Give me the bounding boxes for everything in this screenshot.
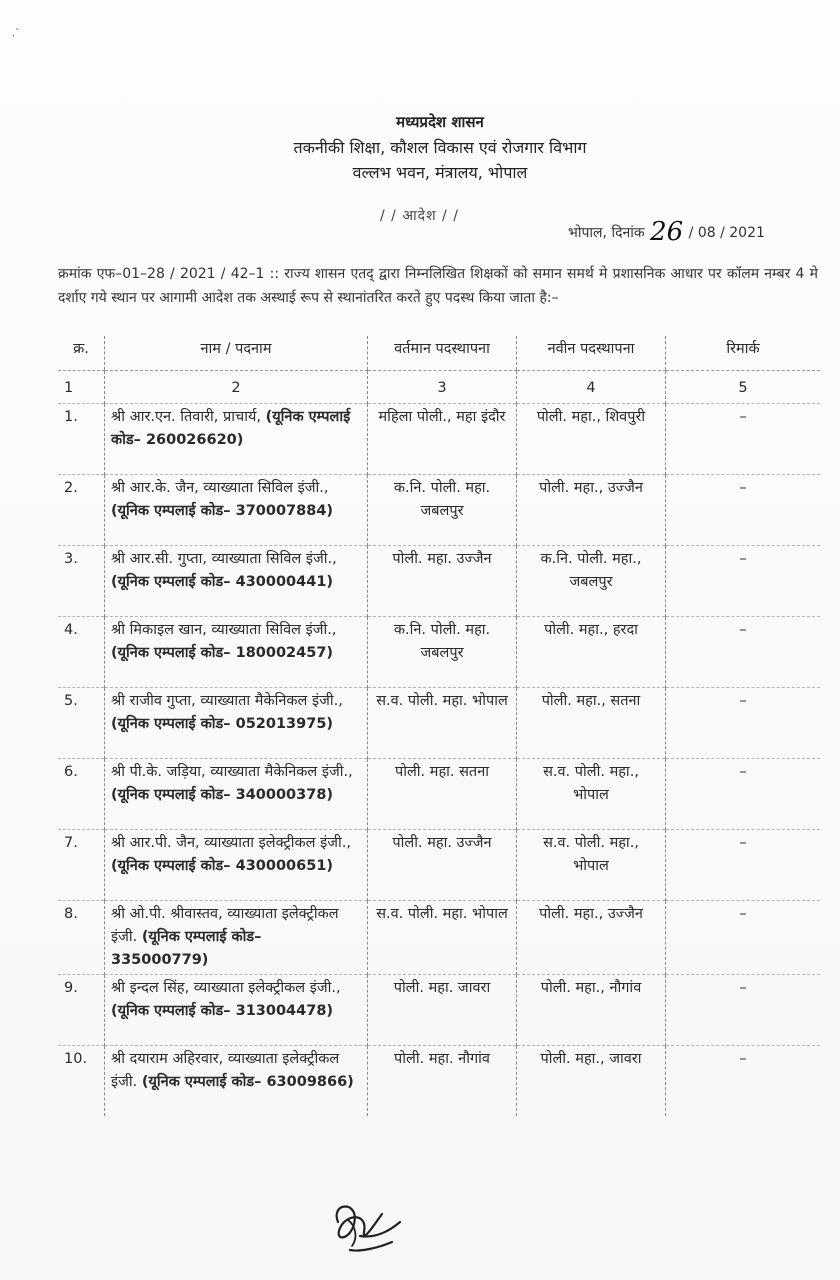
row-current-posting: पोली. महा. उज्जैन — [368, 830, 517, 901]
row-name-text: श्री इन्दल सिंह, व्याख्याता इलेक्ट्रीकल इंजी., — [111, 980, 341, 996]
row-name-text: श्री दयाराम अहिरवार, व्याख्याता इलेक्ट्रीकल इंजी. — [111, 1051, 340, 1090]
row-new-posting: पोली. महा., शिवपुरी — [517, 404, 666, 475]
col-number: 1 — [64, 380, 74, 396]
row-new-posting: स.व. पोली. महा., भोपाल — [517, 830, 666, 901]
row-employee-code: (यूनिक एम्पलाई कोड– 180002457) — [111, 645, 334, 661]
row-remark: – — [666, 1046, 821, 1117]
table-row — [58, 759, 820, 830]
row-remark: – — [666, 975, 821, 1046]
row-name — [105, 475, 368, 546]
header-remark: रिमार्क — [666, 336, 821, 371]
table-row — [58, 830, 820, 901]
row-new-posting: पोली. महा., उज्जैन — [517, 901, 666, 975]
row-employee-code: (यूनिक एम्पलाई कोड– 370007884) — [111, 503, 334, 519]
row-name — [105, 688, 368, 759]
header-current-posting: वर्तमान पदस्थापना — [368, 336, 517, 371]
row-name-text: श्री आर.के. जैन, व्याख्याता सिविल इंजी., — [111, 480, 329, 496]
row-employee-code: (यूनिक एम्पलाई कोड– 63009866) — [141, 1074, 354, 1090]
row-serial: 8. — [58, 901, 105, 975]
department-address: वल्लभ भवन, मंत्रालय, भोपाल — [352, 163, 528, 182]
row-name-text: श्री मिकाइल खान, व्याख्याता सिविल इंजी., — [111, 622, 337, 638]
row-name — [105, 1046, 368, 1117]
transfer-table — [58, 336, 820, 1116]
place-date — [568, 214, 765, 247]
department-name: तकनीकी शिक्षा, कौशल विकास एवं रोजगार विभाग — [293, 138, 587, 157]
row-name — [105, 975, 368, 1046]
row-current-posting: स.व. पोली. महा. भोपाल — [368, 901, 517, 975]
row-new-posting: क.नि. पोली. महा., जबलपुर — [517, 546, 666, 617]
row-name — [105, 759, 368, 830]
row-employee-code: (यूनिक एम्पलाई कोड– 335000779) — [111, 929, 262, 968]
row-name-text: श्री पी.के. जड़िया, व्याख्याता मैकेनिकल इंजी., — [111, 764, 353, 780]
row-serial: 5. — [58, 688, 105, 759]
row-serial: 1. — [58, 404, 105, 475]
table-row — [58, 617, 820, 688]
row-remark: – — [666, 546, 821, 617]
header-serial: क्र. — [58, 336, 105, 371]
row-new-posting: पोली. महा., सतना — [517, 688, 666, 759]
row-employee-code: (यूनिक एम्पलाई कोड– 260026620) — [111, 409, 351, 448]
row-employee-code: (यूनिक एम्पलाई कोड– 052013975) — [111, 716, 334, 732]
row-remark: – — [666, 404, 821, 475]
row-current-posting: क.नि. पोली. महा. जबलपुर — [368, 475, 517, 546]
date-day-handwritten: 26 — [650, 217, 684, 247]
table-row — [58, 688, 820, 759]
row-new-posting: पोली. महा., जावरा — [517, 1046, 666, 1117]
table-row — [58, 546, 820, 617]
column-number-row — [58, 371, 820, 404]
table-row — [58, 901, 820, 975]
row-new-posting: पोली. महा., नौगांव — [517, 975, 666, 1046]
row-remark: – — [666, 617, 821, 688]
table-row — [58, 1046, 820, 1117]
row-current-posting: पोली. महा. नौगांव — [368, 1046, 517, 1117]
row-name — [105, 404, 368, 475]
table-row — [58, 404, 820, 475]
header-new-posting: नवीन पदस्थापना — [517, 336, 666, 371]
row-name — [105, 546, 368, 617]
row-remark: – — [666, 688, 821, 759]
row-new-posting: स.व. पोली. महा., भोपाल — [517, 759, 666, 830]
signature — [320, 1192, 410, 1262]
row-name-text: श्री राजीव गुप्ता, व्याख्याता मैकेनिकल इंजी., — [111, 693, 343, 709]
row-serial: 7. — [58, 830, 105, 901]
row-employee-code: (यूनिक एम्पलाई कोड– 340000378) — [111, 787, 334, 803]
government-name: मध्यप्रदेश शासन — [396, 113, 484, 131]
row-remark: – — [666, 759, 821, 830]
row-name-text: श्री ओ.पी. श्रीवास्तव, व्याख्याता इलेक्ट्रीकल इंजी. — [111, 906, 339, 945]
row-current-posting: पोली. महा. जावरा — [368, 975, 517, 1046]
row-name-text: श्री आर.पी. जैन, व्याख्याता इलेक्ट्रीकल इंजी., — [111, 835, 351, 851]
col-number: 2 — [105, 371, 368, 404]
row-remark: – — [666, 475, 821, 546]
row-name — [105, 830, 368, 901]
col-number: 4 — [517, 371, 666, 404]
row-remark: – — [666, 830, 821, 901]
row-name-text: श्री आर.सी. गुप्ता, व्याख्याता सिविल इंजी., — [111, 551, 337, 567]
row-current-posting: पोली. महा. उज्जैन — [368, 546, 517, 617]
row-serial: 10. — [58, 1046, 105, 1117]
row-name — [105, 901, 368, 975]
row-current-posting: महिला पोली., महा इंदौर — [368, 404, 517, 475]
col-number: 5 — [666, 371, 821, 404]
table-header-row — [58, 336, 820, 371]
place-date-prefix: भोपाल, दिनांक — [568, 225, 645, 241]
row-serial: 4. — [58, 617, 105, 688]
table-row — [58, 975, 820, 1046]
row-remark: – — [666, 901, 821, 975]
row-serial: 6. — [58, 759, 105, 830]
row-new-posting: पोली. महा., उज्जैन — [517, 475, 666, 546]
col-number: 3 — [368, 371, 517, 404]
row-employee-code: (यूनिक एम्पलाई कोड– 430000651) — [111, 858, 334, 874]
row-new-posting: पोली. महा., हरदा — [517, 617, 666, 688]
row-current-posting: क.नि. पोली. महा. जबलपुर — [368, 617, 517, 688]
row-serial: 9. — [58, 975, 105, 1046]
row-serial: 2. — [58, 475, 105, 546]
header-name: नाम / पदनाम — [105, 336, 368, 371]
row-current-posting: स.व. पोली. महा. भोपाल — [368, 688, 517, 759]
row-name-text: श्री आर.एन. तिवारी, प्राचार्य, — [111, 409, 262, 425]
table-row — [58, 475, 820, 546]
date-month-year: / 08 / 2021 — [688, 225, 765, 241]
letterhead — [230, 110, 650, 185]
order-heading: / / आदेश / / — [380, 208, 459, 224]
row-current-posting: पोली. महा. सतना — [368, 759, 517, 830]
row-employee-code: (यूनिक एम्पलाई कोड– 430000441) — [111, 574, 334, 590]
row-employee-code: (यूनिक एम्पलाई कोड– 313004478) — [111, 1003, 334, 1019]
row-name — [105, 617, 368, 688]
row-serial: 3. — [58, 546, 105, 617]
scan-mark: .` — [12, 28, 21, 39]
order-intro-paragraph: क्रमांक एफ–01–28 / 2021 / 42–1 :: राज्य शासन एतद् द्वारा निम्नलिखित शिक्षकों को समान समर्थ मे प्रशासनिक आधार पर कॉलम नम्बर 4 मे दर्शाए गये स्थान पर आगामी आदेश तक अस्थाई रूप से स्थानांतरित करते हुए पदस्थ किया जाता है:– — [58, 266, 818, 306]
